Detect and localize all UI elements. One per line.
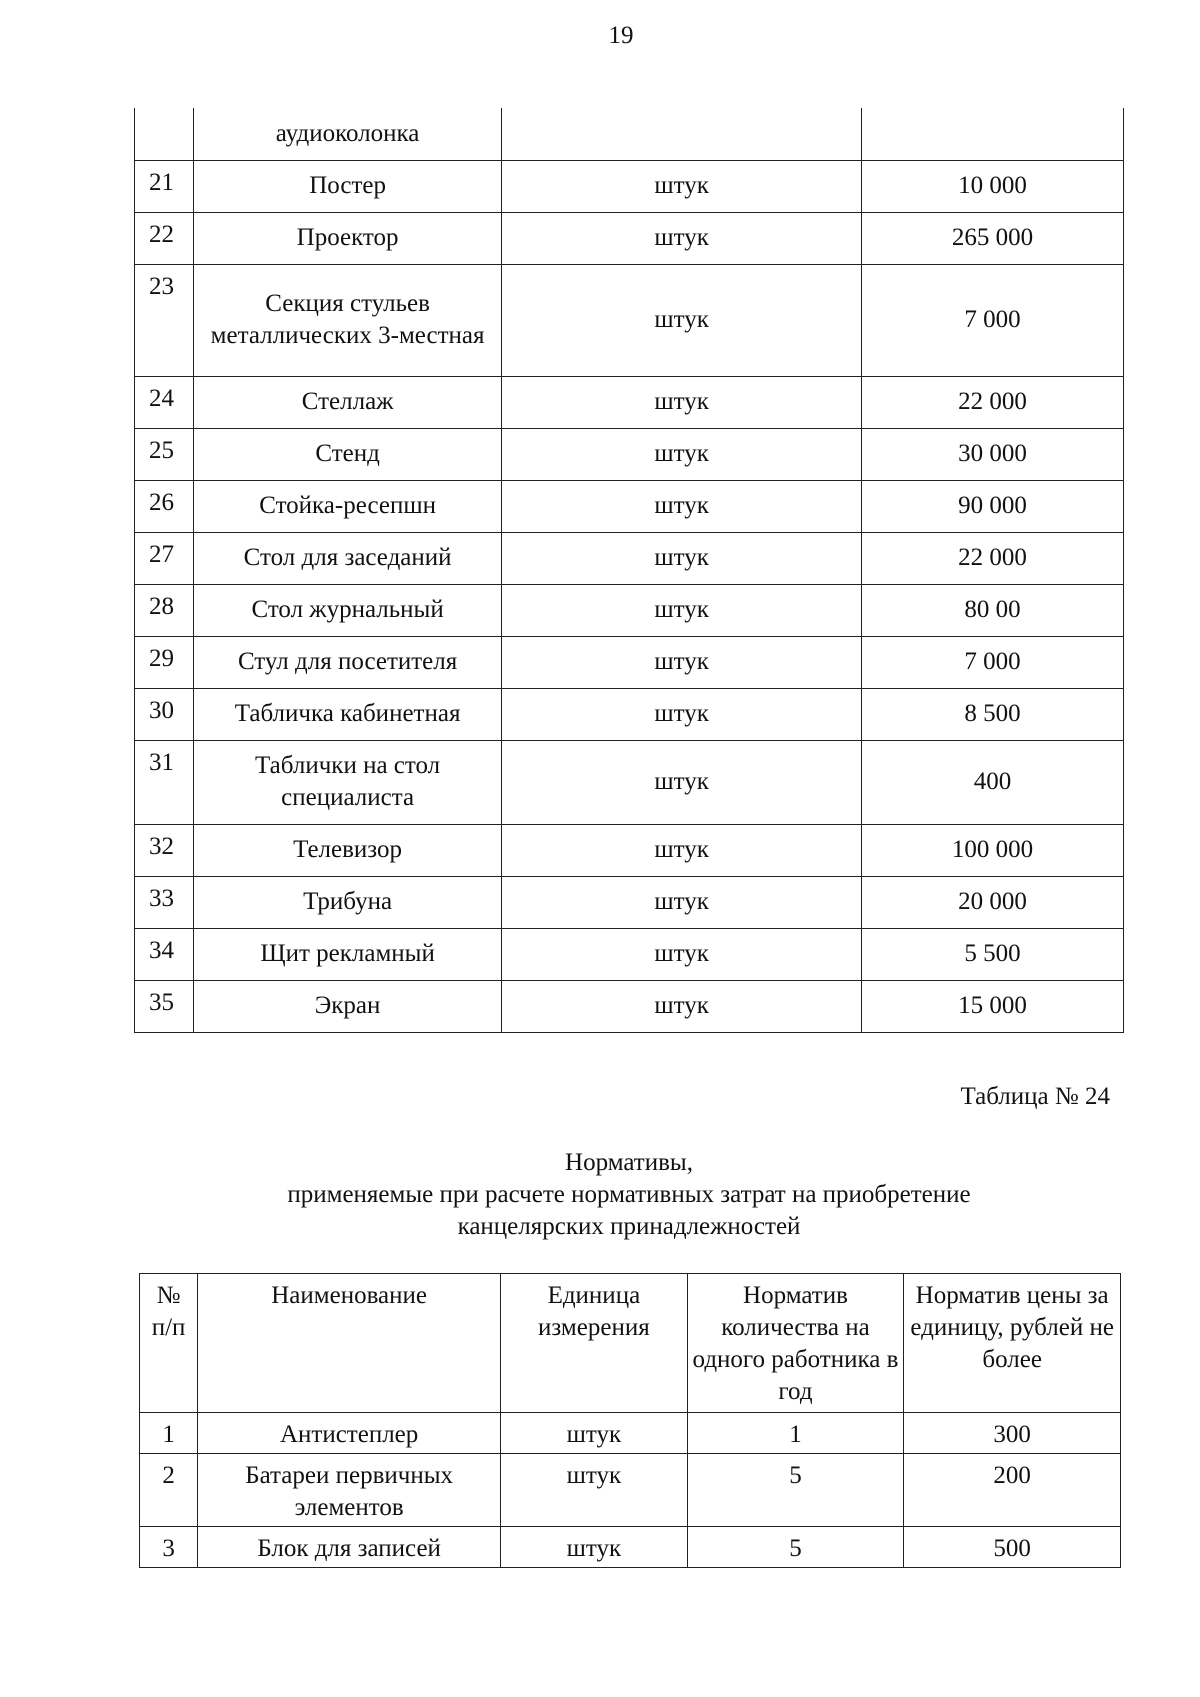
row-number: 29 xyxy=(135,636,194,688)
item-name: Проектор xyxy=(193,212,501,264)
item-name: Таблички на стол специалиста xyxy=(193,740,501,824)
item-unit: штук xyxy=(501,1527,688,1568)
item-unit: штук xyxy=(502,264,862,376)
item-price: 265 000 xyxy=(861,212,1123,264)
item-price: 500 xyxy=(904,1527,1121,1568)
table-title-line: Нормативы, xyxy=(565,1149,693,1176)
row-number: 22 xyxy=(135,212,194,264)
header-number: № п/п xyxy=(140,1274,198,1413)
item-price: 90 000 xyxy=(861,480,1123,532)
table-row xyxy=(135,824,1124,876)
table-title xyxy=(134,1147,1124,1243)
item-name: Стул для посетителя xyxy=(193,636,501,688)
table-row xyxy=(140,1454,1121,1527)
table-row xyxy=(135,636,1124,688)
item-unit: штук xyxy=(502,740,862,824)
item-price: 200 xyxy=(904,1454,1121,1527)
table-row xyxy=(135,160,1124,212)
table-row xyxy=(140,1527,1121,1568)
item-name: Стенд xyxy=(193,428,501,480)
header-quantity: Норматив количества на одного работника в год xyxy=(687,1274,904,1413)
header-price: Норматив цены за единицу, рублей не более xyxy=(904,1274,1121,1413)
row-number: 26 xyxy=(135,480,194,532)
table-row xyxy=(135,264,1124,376)
item-unit: штук xyxy=(502,928,862,980)
row-number: 34 xyxy=(135,928,194,980)
item-unit: штук xyxy=(502,480,862,532)
item-price: 7 000 xyxy=(861,264,1123,376)
item-price: 10 000 xyxy=(861,160,1123,212)
item-price: 15 000 xyxy=(861,980,1123,1032)
row-number: 23 xyxy=(135,264,194,376)
row-number: 1 xyxy=(140,1413,198,1454)
table-row xyxy=(135,108,1124,160)
table-row xyxy=(135,532,1124,584)
equipment-table-body xyxy=(135,108,1124,1032)
item-unit: штук xyxy=(502,636,862,688)
item-quantity: 5 xyxy=(687,1527,904,1568)
item-unit: штук xyxy=(501,1454,688,1527)
item-price: 300 xyxy=(904,1413,1121,1454)
item-price: 7 000 xyxy=(861,636,1123,688)
item-name: Блок для записей xyxy=(198,1527,501,1568)
item-name: Табличка кабинетная xyxy=(193,688,501,740)
item-unit: штук xyxy=(502,376,862,428)
table-row xyxy=(140,1413,1121,1454)
item-price: 5 500 xyxy=(861,928,1123,980)
row-number: 33 xyxy=(135,876,194,928)
row-number: 31 xyxy=(135,740,194,824)
item-name: аудиоколонка xyxy=(193,108,501,160)
item-name: Щит рекламный xyxy=(193,928,501,980)
item-unit: штук xyxy=(501,1413,688,1454)
row-number: 2 xyxy=(140,1454,198,1527)
item-quantity: 5 xyxy=(687,1454,904,1527)
item-unit: штук xyxy=(502,532,862,584)
item-price: 8 500 xyxy=(861,688,1123,740)
item-unit: штук xyxy=(502,428,862,480)
stationery-norms-table xyxy=(139,1273,1121,1568)
item-unit: штук xyxy=(502,584,862,636)
item-name: Секция стульев металлических 3-местная xyxy=(193,264,501,376)
table-row xyxy=(135,876,1124,928)
row-number: 3 xyxy=(140,1527,198,1568)
item-unit xyxy=(502,108,862,160)
item-price: 80 00 xyxy=(861,584,1123,636)
item-unit: штук xyxy=(502,688,862,740)
page-number: 19 xyxy=(608,22,634,49)
table-row xyxy=(135,376,1124,428)
row-number: 35 xyxy=(135,980,194,1032)
item-unit: штук xyxy=(502,212,862,264)
table-row xyxy=(135,428,1124,480)
item-unit: штук xyxy=(502,824,862,876)
item-name: Антистеплер xyxy=(198,1413,501,1454)
item-price: 22 000 xyxy=(861,376,1123,428)
item-price: 20 000 xyxy=(861,876,1123,928)
table-row xyxy=(135,740,1124,824)
row-number: 32 xyxy=(135,824,194,876)
table-row xyxy=(135,688,1124,740)
table-header-row xyxy=(140,1274,1121,1413)
table-row xyxy=(135,480,1124,532)
item-name: Стойка-ресепшн xyxy=(193,480,501,532)
header-unit: Единица измерения xyxy=(501,1274,688,1413)
stationery-norms-table-body xyxy=(140,1274,1121,1568)
item-unit: штук xyxy=(502,980,862,1032)
table-row xyxy=(135,584,1124,636)
equipment-table xyxy=(134,108,1124,1033)
table-caption: Таблица № 24 xyxy=(960,1083,1110,1110)
table-row xyxy=(135,212,1124,264)
item-name: Стеллаж xyxy=(193,376,501,428)
item-price: 30 000 xyxy=(861,428,1123,480)
item-name: Стол для заседаний xyxy=(193,532,501,584)
table-row xyxy=(135,980,1124,1032)
row-number: 28 xyxy=(135,584,194,636)
item-name: Постер xyxy=(193,160,501,212)
item-name: Батареи первичных элементов xyxy=(198,1454,501,1527)
item-quantity: 1 xyxy=(687,1413,904,1454)
row-number: 21 xyxy=(135,160,194,212)
row-number: 25 xyxy=(135,428,194,480)
row-number xyxy=(135,108,194,160)
item-name: Трибуна xyxy=(193,876,501,928)
item-name: Телевизор xyxy=(193,824,501,876)
item-price: 100 000 xyxy=(861,824,1123,876)
row-number: 30 xyxy=(135,688,194,740)
item-name: Стол журнальный xyxy=(193,584,501,636)
item-price: 400 xyxy=(861,740,1123,824)
header-name: Наименование xyxy=(198,1274,501,1413)
table-title-line: применяемые при расчете нормативных затрат на приобретение xyxy=(287,1181,971,1208)
item-price: 22 000 xyxy=(861,532,1123,584)
row-number: 27 xyxy=(135,532,194,584)
table-title-line: канцелярских принадлежностей xyxy=(457,1213,801,1240)
table-row xyxy=(135,928,1124,980)
item-price xyxy=(861,108,1123,160)
row-number: 24 xyxy=(135,376,194,428)
item-unit: штук xyxy=(502,876,862,928)
item-unit: штук xyxy=(502,160,862,212)
item-name: Экран xyxy=(193,980,501,1032)
